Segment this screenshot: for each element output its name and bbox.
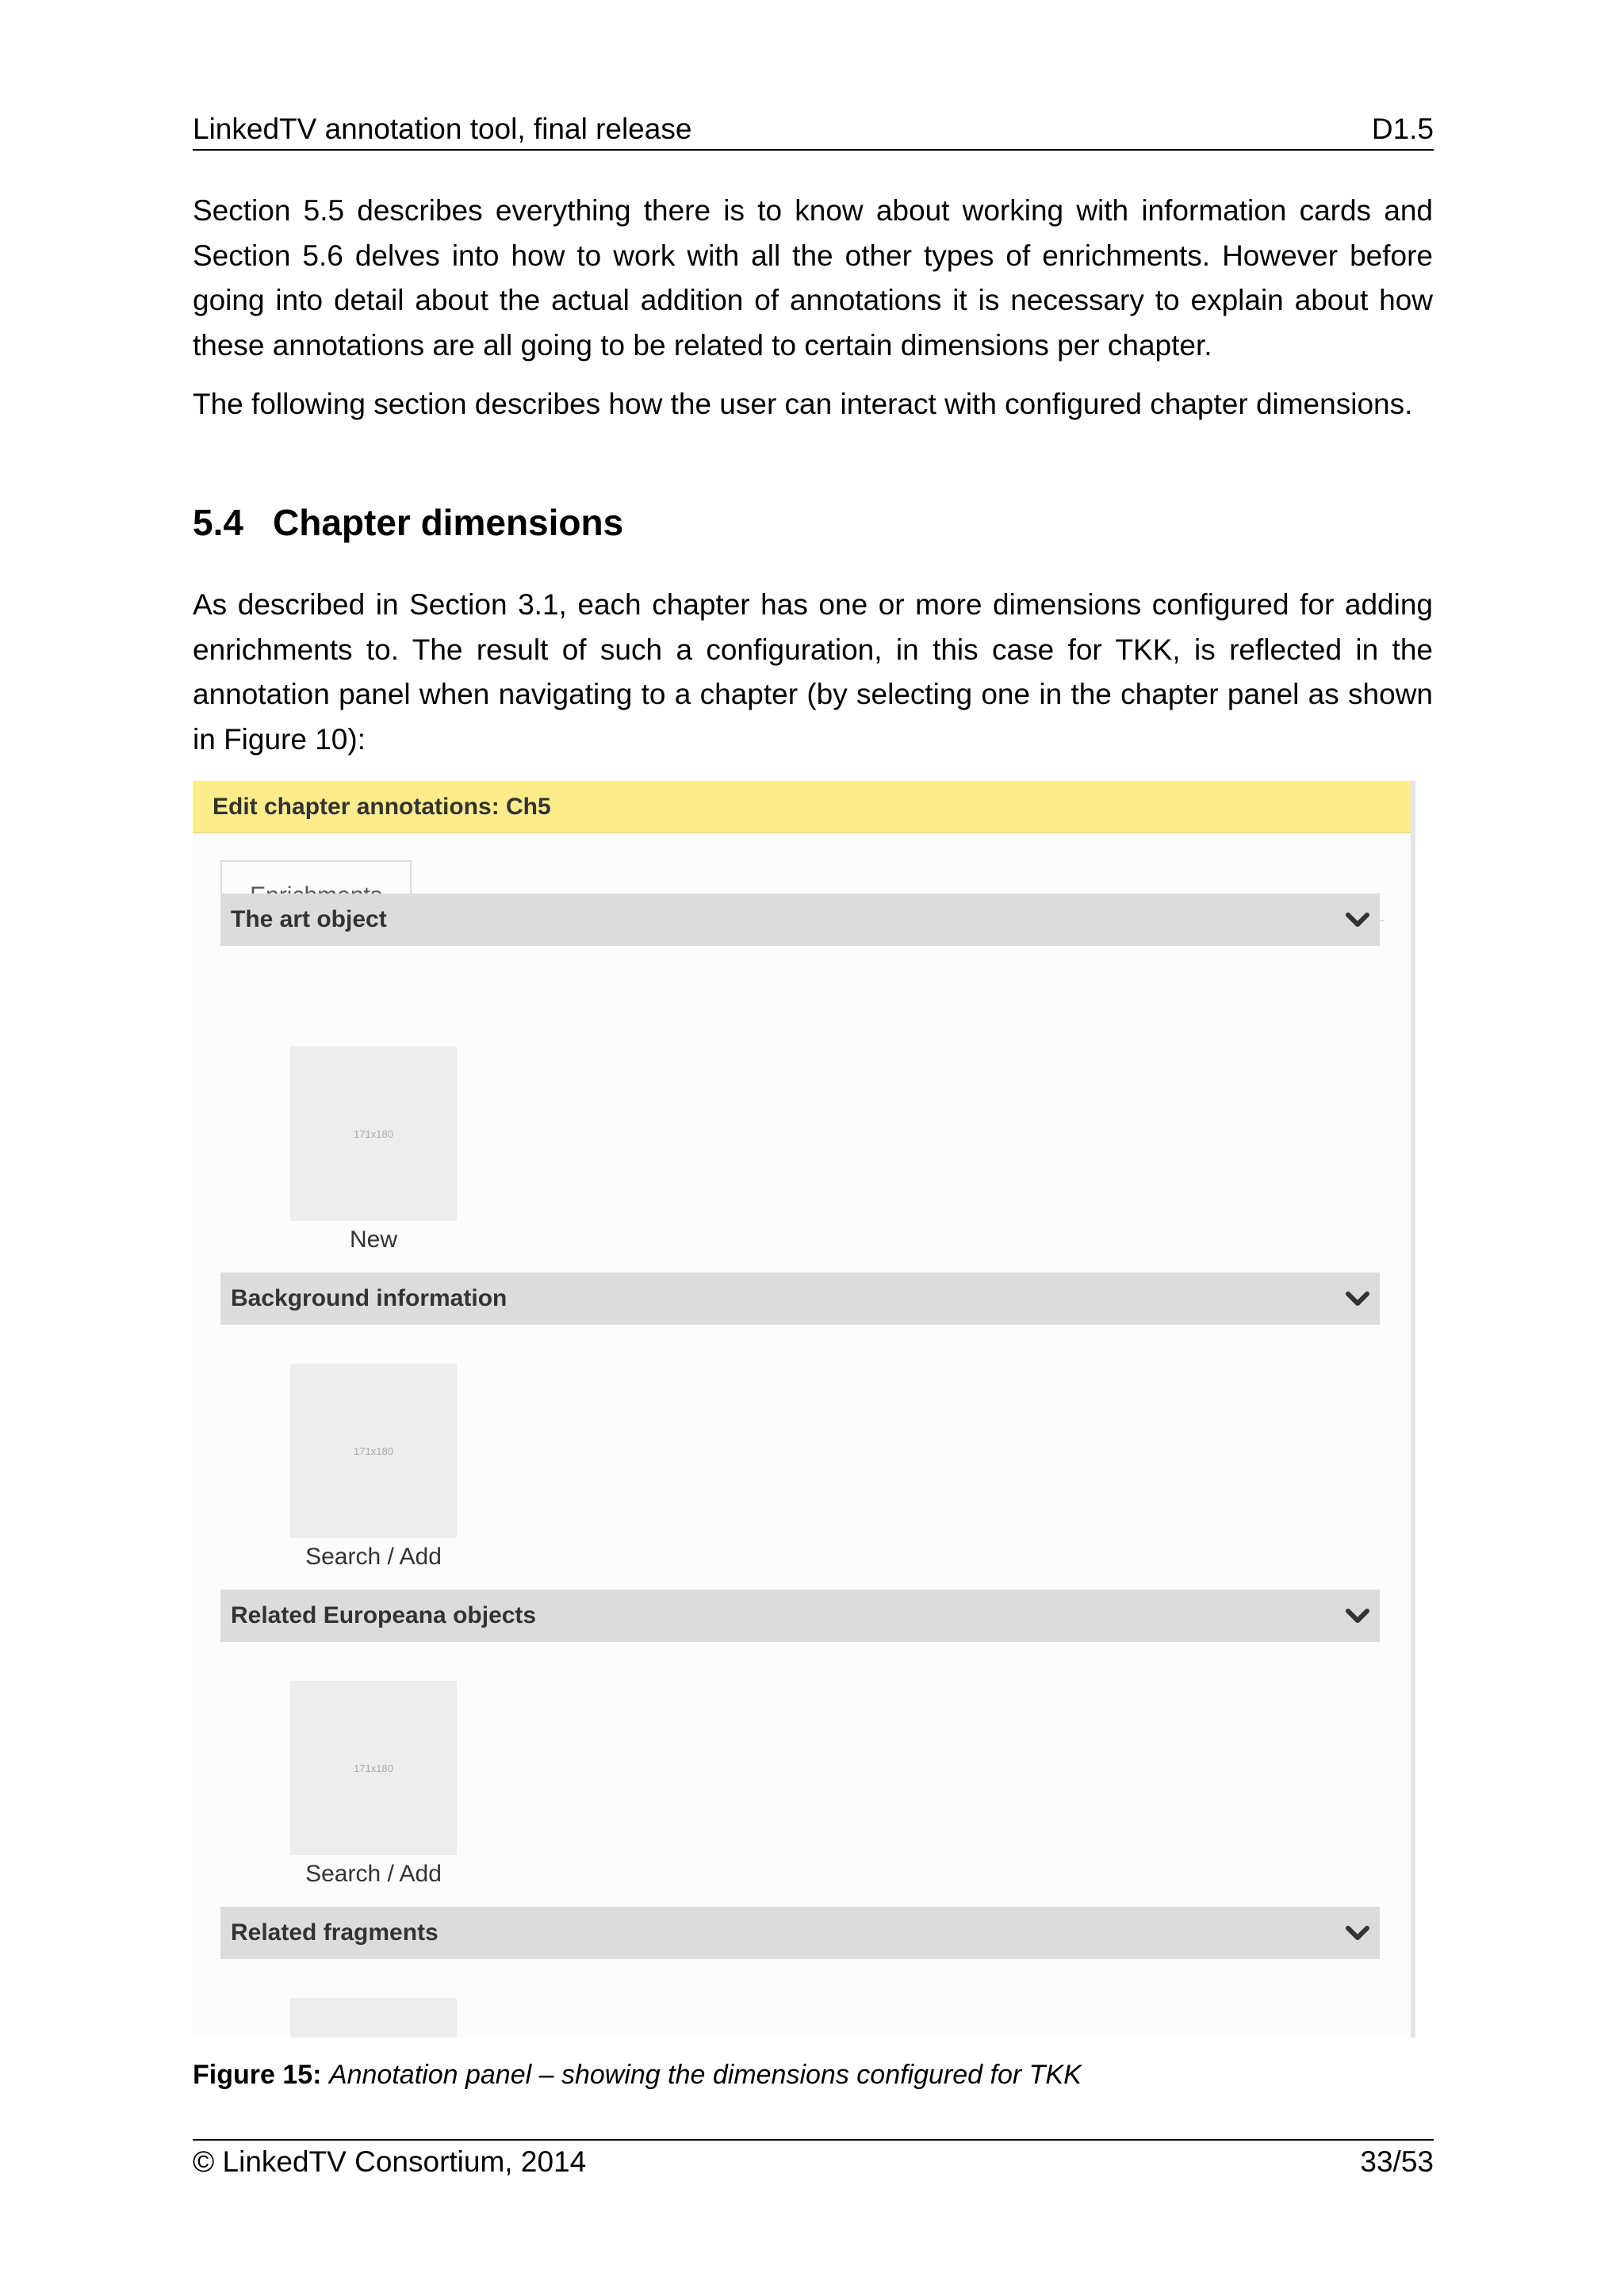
- section-title: Chapter dimensions: [273, 502, 624, 543]
- section-number: 5.4: [193, 502, 243, 543]
- chevron-down-icon[interactable]: [1345, 1920, 1370, 1946]
- dimension-action-label[interactable]: Search / Add: [305, 1861, 442, 1887]
- intro-paragraph-2: The following section describes how the user can interact with configured chapter dimensions.: [193, 388, 1413, 420]
- intro-text: [193, 189, 1433, 442]
- caption-label: Figure 15:: [193, 2060, 322, 2090]
- dimension-header[interactable]: [220, 1590, 1380, 1642]
- page-number: 33/53: [1360, 2145, 1434, 2178]
- thumbnail-placeholder-text: 171x180: [354, 1762, 393, 1774]
- dimension-title: Related fragments: [231, 1919, 439, 1946]
- dimension-thumbnail[interactable]: [290, 1364, 457, 1538]
- document-id: D1.5: [1371, 113, 1434, 145]
- panel-title: Edit chapter annotations: Ch5: [193, 781, 1411, 833]
- dimension-action-label[interactable]: Search / Add: [305, 1544, 442, 1570]
- page-header: [193, 109, 1434, 151]
- dimension-title: Related Europeana objects: [231, 1602, 537, 1628]
- dimension-section: [220, 1907, 1380, 1959]
- chapter-dimensions-text: [193, 583, 1433, 776]
- thumbnail-placeholder-text: 171x180: [354, 1445, 393, 1457]
- chapter-paragraph: As described in Section 3.1, each chapter has one or more dimensions configured for adding enrichments to. The result of such a configuration, in this case for TKK, is reflected in the annotation panel when navigating to a chapter (by selecting one in the chapter panel as shown in Figure 10):: [193, 588, 1433, 756]
- dimension-title: Background information: [231, 1285, 508, 1311]
- caption-text: Annotation panel – showing the dimensions configured for TKK: [328, 2060, 1082, 2090]
- dimension-section: [220, 894, 1380, 946]
- dimension-section: [220, 1272, 1380, 1325]
- dimension-title: The art object: [231, 906, 387, 932]
- dimension-section: [220, 1590, 1380, 1642]
- annotation-panel-screenshot: [193, 781, 1415, 2038]
- dimension-thumbnail[interactable]: [290, 1998, 457, 2038]
- thumbnail-placeholder-text: 171x180: [354, 1127, 393, 1140]
- dimension-header[interactable]: [220, 1272, 1380, 1325]
- intro-paragraph-1: Section 5.5 describes everything there is to know about working with information cards and Section 5.6 delves into how to work with all the other types of enrichments. However before going into detail about the actual addition of annotations it is necessary to explain about how these annotations are all going to be related to certain dimensions per chapter.: [193, 194, 1433, 362]
- dimension-header[interactable]: [220, 894, 1380, 946]
- chevron-down-icon[interactable]: [1345, 1603, 1370, 1628]
- dimension-thumbnail[interactable]: [290, 1681, 457, 1855]
- dimension-header[interactable]: [220, 1907, 1380, 1959]
- dimension-action-label[interactable]: New: [349, 1226, 397, 1253]
- copyright: © LinkedTV Consortium, 2014: [193, 2145, 587, 2178]
- dimension-thumbnail[interactable]: [290, 1047, 457, 1221]
- document-title: LinkedTV annotation tool, final release: [193, 113, 692, 145]
- chevron-down-icon[interactable]: [1345, 1286, 1370, 1311]
- section-heading: [193, 501, 623, 544]
- page-footer: [193, 2139, 1434, 2179]
- figure-caption: [193, 2060, 1082, 2091]
- chevron-down-icon[interactable]: [1345, 907, 1370, 932]
